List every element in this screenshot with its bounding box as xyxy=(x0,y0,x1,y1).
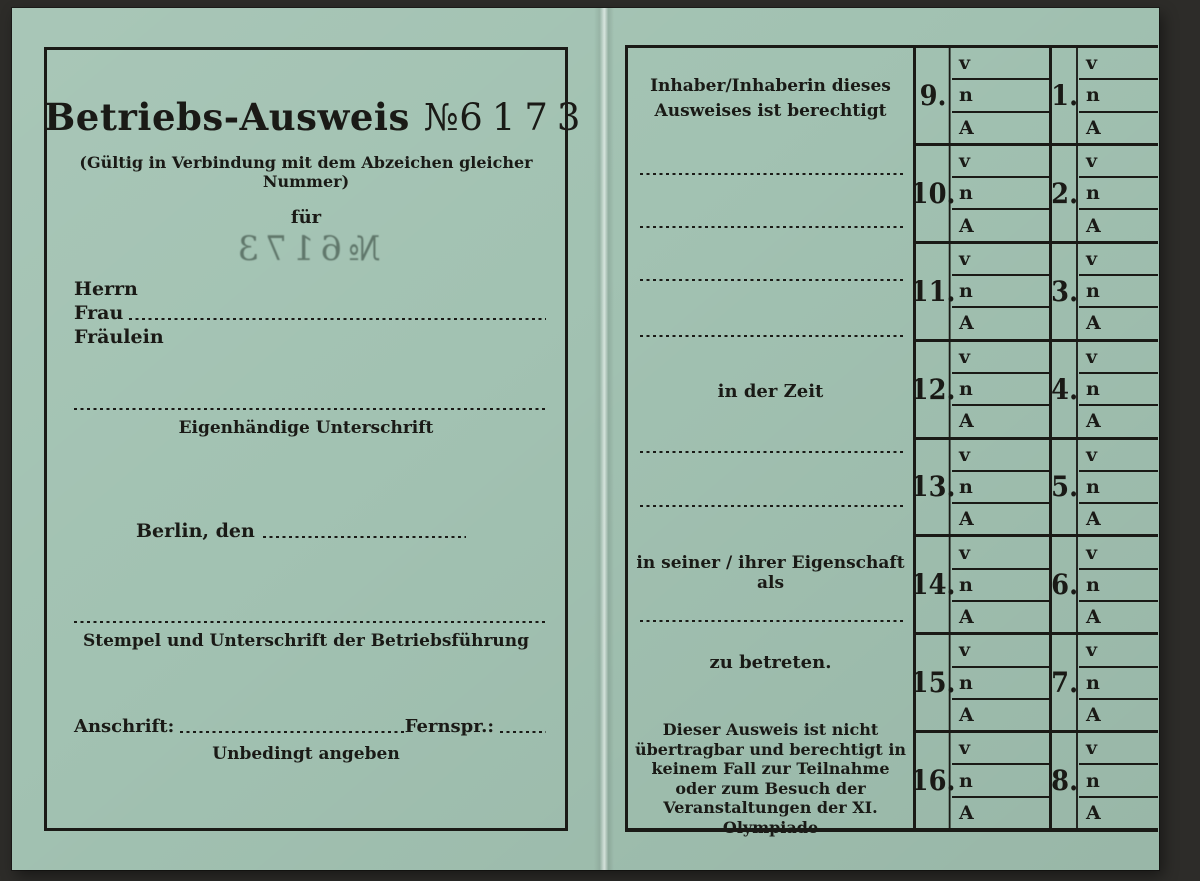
period-cell-group-left xyxy=(952,342,1052,437)
period-cell-n: n xyxy=(952,666,1049,698)
period-cell-A: A xyxy=(952,600,1049,632)
right-page xyxy=(625,45,1158,837)
day-number-right: 2. xyxy=(1053,146,1078,241)
day-number-left: 9. xyxy=(917,48,950,143)
company-stamp-caption: Stempel und Unterschrift der Betriebsführung xyxy=(82,631,530,651)
period-cell-n: n xyxy=(952,78,1049,110)
period-cell-group-left xyxy=(952,244,1052,339)
day-number-left: 10. xyxy=(917,146,950,241)
period-cell-v: v xyxy=(1086,150,1098,173)
period-cell-A: A xyxy=(952,208,1049,240)
fold-crease xyxy=(594,8,614,870)
period-cell-n: n xyxy=(1079,372,1158,404)
fuer-label: für xyxy=(290,207,322,228)
period-cell-v: v xyxy=(1086,52,1098,75)
address-note: Unbedingt angeben xyxy=(212,744,400,764)
subtitle: (Gültig in Verbindung mit dem Abzeichen gleicher Nummer) xyxy=(79,153,533,191)
fill-line xyxy=(640,620,904,622)
day-table xyxy=(910,48,1158,828)
period-cell-v: v xyxy=(1086,247,1098,270)
fill-line xyxy=(640,173,904,175)
day-number-left: 11. xyxy=(917,244,950,339)
salutation-herrn xyxy=(74,277,546,301)
day-number-right: 7. xyxy=(1053,635,1078,730)
period-cell-group-left xyxy=(952,440,1052,535)
fill-line xyxy=(640,226,904,228)
period-cell-v: v xyxy=(959,443,971,466)
day-number-right: 4. xyxy=(1053,342,1078,437)
period-cell-group-left xyxy=(952,733,1052,828)
day-number-right: 1. xyxy=(1053,48,1078,143)
period-cell-v: v xyxy=(1086,639,1098,662)
period-cell-v: v xyxy=(959,150,971,173)
page-title xyxy=(44,95,590,139)
salutation-label: Frau xyxy=(74,302,124,324)
period-cell-group-left xyxy=(952,48,1052,143)
signature-caption: Eigenhändige Unterschrift xyxy=(178,418,434,438)
period-cell-group-right xyxy=(1079,537,1158,632)
period-cell-group-right xyxy=(1079,440,1158,535)
phone-fill-line xyxy=(500,731,546,733)
table-row xyxy=(910,342,1158,440)
pass-number: 6173 xyxy=(459,96,590,139)
period-cell-group-left xyxy=(952,146,1052,241)
period-cell-A: A xyxy=(952,502,1049,534)
table-row xyxy=(910,537,1158,635)
address-row xyxy=(74,716,546,737)
period-cell-v: v xyxy=(959,737,971,760)
period-cell-n: n xyxy=(1079,78,1158,110)
fill-line xyxy=(640,335,904,337)
period-cell-group-right xyxy=(1079,635,1158,730)
table-row xyxy=(910,244,1158,342)
period-cell-group-left xyxy=(952,635,1052,730)
period-cell-v: v xyxy=(1086,443,1098,466)
day-number-right: 6. xyxy=(1053,537,1078,632)
eigenschaft-label: in seiner / ihrer Eigenschaft als xyxy=(636,553,905,593)
table-row xyxy=(916,48,1158,146)
left-page xyxy=(44,47,590,831)
table-row xyxy=(910,146,1158,244)
fill-line xyxy=(640,505,904,507)
fill-line xyxy=(640,279,904,281)
period-cell-A: A xyxy=(952,306,1049,338)
period-cell-group-right xyxy=(1079,48,1158,143)
period-cell-group-right xyxy=(1079,342,1158,437)
period-cell-n: n xyxy=(1079,666,1158,698)
period-cell-A: A xyxy=(952,111,1049,143)
period-cell-n: n xyxy=(1079,568,1158,600)
day-number-left: 12. xyxy=(917,342,950,437)
period-cell-n: n xyxy=(952,470,1049,502)
day-number-left: 15. xyxy=(917,635,950,730)
day-number-right: 3. xyxy=(1053,244,1078,339)
period-cell-group-right xyxy=(1079,146,1158,241)
day-number-right: 5. xyxy=(1053,440,1078,535)
date-row xyxy=(136,520,466,542)
period-cell-A: A xyxy=(1079,600,1158,632)
period-cell-v: v xyxy=(1086,345,1098,368)
salutation-frau xyxy=(74,301,546,325)
period-cell-v: v xyxy=(959,639,971,662)
right-page-text-column xyxy=(628,48,913,837)
period-cell-n: n xyxy=(952,763,1049,795)
salutation-fraeulein xyxy=(74,325,546,349)
day-number-left: 13. xyxy=(917,440,950,535)
name-fill-line xyxy=(129,318,546,320)
holder-heading: Inhaber/Inhaberin dieses Ausweises ist berechtigt xyxy=(650,76,891,121)
day-number-left: 16. xyxy=(917,733,950,828)
period-cell-A: A xyxy=(1079,502,1158,534)
period-cell-A: A xyxy=(1079,404,1158,436)
period-cell-n: n xyxy=(952,372,1049,404)
period-cell-A: A xyxy=(952,404,1049,436)
period-cell-n: n xyxy=(1079,176,1158,208)
period-cell-A: A xyxy=(952,796,1049,828)
period-cell-n: n xyxy=(952,176,1049,208)
period-cell-v: v xyxy=(1086,737,1098,760)
day-number-right: 8. xyxy=(1053,733,1078,828)
period-cell-group-right xyxy=(1079,244,1158,339)
period-cell-A: A xyxy=(1079,796,1158,828)
salutation-block xyxy=(74,277,546,349)
phone-label: Fernspr.: xyxy=(404,716,494,737)
mirrored-number-stamp: №6173 xyxy=(231,229,381,269)
period-cell-v: v xyxy=(1086,541,1098,564)
table-row xyxy=(910,733,1158,828)
numero-sign: № xyxy=(423,96,460,139)
period-cell-v: v xyxy=(959,345,971,368)
salutation-label: Fräulein xyxy=(74,326,164,348)
table-row xyxy=(910,440,1158,538)
table-row xyxy=(910,635,1158,733)
period-cell-A: A xyxy=(1079,208,1158,240)
title-text: Betriebs-Ausweis xyxy=(44,95,410,139)
period-cell-n: n xyxy=(1079,274,1158,306)
address-fill-line xyxy=(180,731,404,733)
period-cell-n: n xyxy=(952,568,1049,600)
fill-line xyxy=(640,451,904,453)
date-label: Berlin, den xyxy=(136,520,255,542)
period-cell-v: v xyxy=(959,247,971,270)
company-stamp-line xyxy=(74,621,546,623)
period-cell-v: v xyxy=(959,541,971,564)
signature-line xyxy=(74,408,546,410)
period-cell-group-right xyxy=(1079,733,1158,828)
period-cell-A: A xyxy=(1079,698,1158,730)
period-cell-A: A xyxy=(1079,306,1158,338)
period-cell-n: n xyxy=(952,274,1049,306)
period-cell-n: n xyxy=(1079,470,1158,502)
disclaimer-text: Dieser Ausweis ist nicht übertragbar und berechtigt in keinem Fall zur Teilnahme oder zum Besuch der Veranstaltungen der XI. Olympiade xyxy=(634,720,907,837)
zu-betreten-label: zu betreten. xyxy=(709,652,832,673)
period-cell-A: A xyxy=(1079,111,1158,143)
date-fill-line xyxy=(263,536,466,538)
period-cell-A: A xyxy=(952,698,1049,730)
period-cell-n: n xyxy=(1079,763,1158,795)
day-number-left: 14. xyxy=(917,537,950,632)
in-der-zeit-label: in der Zeit xyxy=(717,381,824,402)
address-label: Anschrift: xyxy=(74,716,175,737)
salutation-label: Herrn xyxy=(74,278,138,300)
pass-paper xyxy=(12,8,1159,870)
period-cell-v: v xyxy=(959,52,971,75)
period-cell-group-left xyxy=(952,537,1052,632)
